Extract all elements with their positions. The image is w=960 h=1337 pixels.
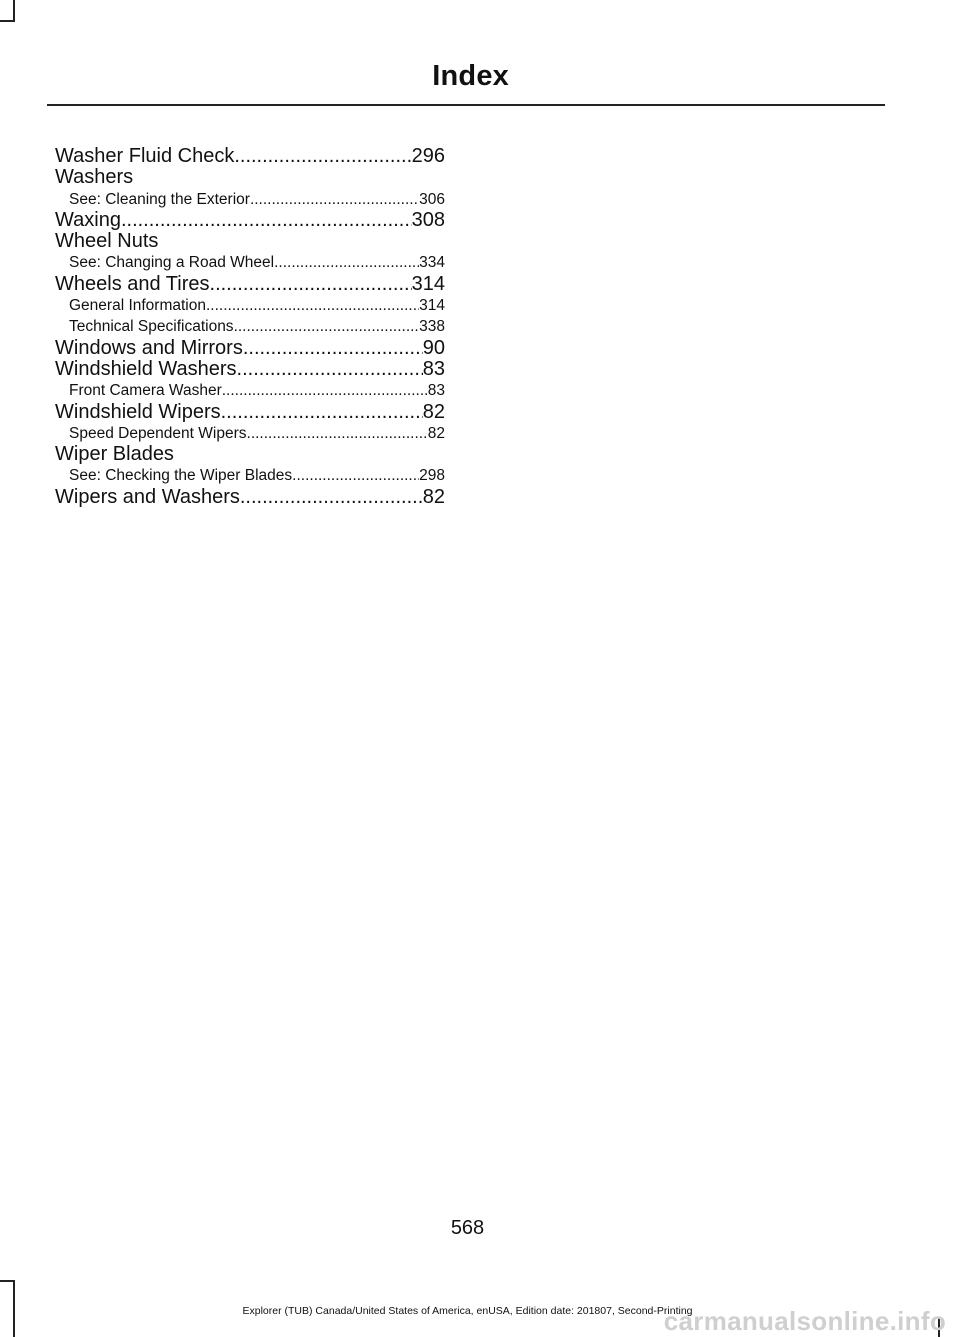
dot-leader [234, 316, 420, 337]
index-entry[interactable] [55, 487, 445, 508]
index-subentry[interactable] [55, 252, 445, 273]
entry-page-number: 314 [411, 273, 445, 295]
dot-leader [121, 210, 412, 231]
index-entry[interactable] [55, 231, 445, 252]
page-title: Index [432, 60, 509, 92]
entry-label: Washer Fluid Check [55, 146, 235, 167]
entry-label: Wheel Nuts [55, 231, 159, 253]
page-number: 568 [450, 1217, 485, 1239]
dot-leader [247, 423, 428, 444]
crop-mark-bottom-left-horizontal [0, 1280, 15, 1282]
dot-leader [274, 252, 419, 273]
entry-label: Technical Specifications [69, 318, 234, 336]
entry-page-number: 83 [422, 358, 445, 380]
entry-page-number: 334 [419, 254, 445, 272]
dot-leader [237, 359, 423, 380]
entry-page-number: 82 [422, 401, 445, 423]
entry-label: General Information [69, 297, 206, 315]
crop-mark-top-left-vertical [13, 0, 15, 22]
dot-leader [222, 380, 428, 401]
entry-page-number: 308 [411, 209, 445, 231]
index-subentry[interactable] [55, 423, 445, 444]
edition-line: Explorer (TUB) Canada/United States of America, enUSA, Edition date: 201807, Second-Printing [242, 1305, 693, 1317]
entry-label: Waxing [55, 209, 121, 231]
entry-page-number: 82 [422, 486, 445, 508]
entry-label: Front Camera Washer [69, 382, 222, 400]
index-entry[interactable] [55, 146, 445, 167]
crop-mark-top-left-horizontal [0, 20, 15, 22]
entry-label: See: Checking the Wiper Blades [69, 467, 293, 485]
index-entry[interactable] [55, 402, 445, 423]
dot-leader [206, 295, 419, 316]
dot-leader [210, 274, 412, 295]
dot-leader [240, 487, 423, 508]
entry-label: Windshield Washers [55, 358, 237, 380]
dot-leader [221, 402, 423, 423]
dot-leader [292, 465, 419, 486]
dot-leader [250, 189, 419, 210]
index-entry[interactable] [55, 359, 445, 380]
index-list [55, 146, 445, 508]
index-entry[interactable] [55, 338, 445, 359]
entry-page-number: 298 [419, 467, 445, 485]
entry-page-number: 82 [427, 424, 445, 442]
entry-page-number: 314 [419, 297, 445, 315]
index-subentry[interactable] [55, 189, 445, 210]
dot-leader [243, 338, 423, 359]
index-entry[interactable] [55, 210, 445, 231]
entry-page-number: 338 [419, 318, 445, 336]
index-entry[interactable] [55, 167, 445, 188]
entry-label: Speed Dependent Wipers [69, 424, 247, 442]
entry-page-number: 296 [411, 146, 445, 167]
index-subentry[interactable] [55, 295, 445, 316]
entry-page-number: 90 [422, 337, 445, 359]
dot-leader [234, 146, 411, 167]
index-subentry[interactable] [55, 380, 445, 401]
entry-label: Wipers and Washers [55, 486, 240, 508]
entry-page-number: 83 [427, 382, 445, 400]
index-subentry[interactable] [55, 465, 445, 486]
index-entry[interactable] [55, 274, 445, 295]
entry-label: Windows and Mirrors [55, 337, 243, 359]
entry-label: See: Cleaning the Exterior [69, 190, 250, 208]
entry-label: Wiper Blades [55, 444, 174, 466]
entry-page-number: 306 [419, 190, 445, 208]
entry-label: See: Changing a Road Wheel [69, 254, 275, 272]
entry-label: Wheels and Tires [55, 273, 210, 295]
index-entry[interactable] [55, 444, 445, 465]
watermark: carmanualsonline.info [663, 1306, 946, 1336]
entry-label: Windshield Wipers [55, 401, 221, 423]
title-divider [47, 104, 885, 106]
index-subentry[interactable] [55, 316, 445, 337]
entry-label: Washers [55, 167, 134, 189]
